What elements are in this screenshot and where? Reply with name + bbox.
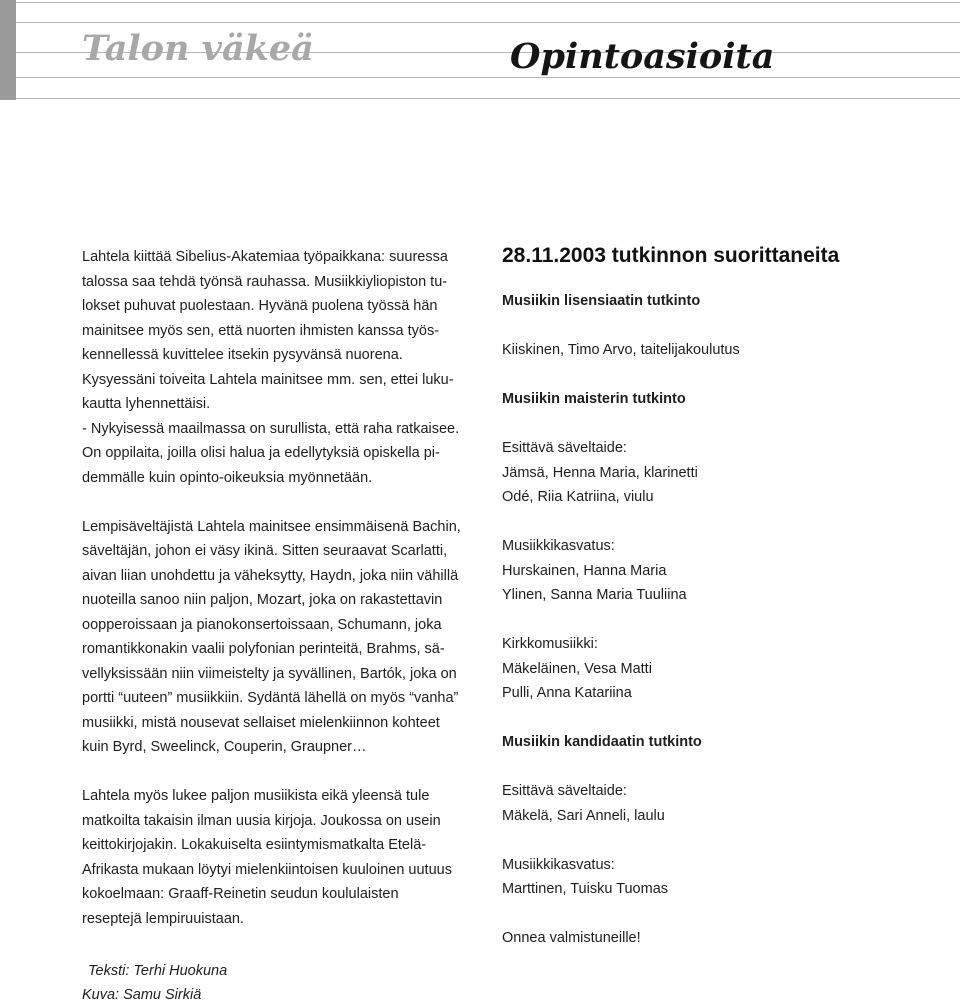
text-line: Lahtela kiittää Sibelius-Akatemiaa työpaikkana: suuressa: [82, 249, 448, 265]
category-label: Esittävä säveltaide:: [502, 783, 627, 799]
graduate-name: Jämsä, Henna Maria, klarinetti: [502, 464, 698, 481]
text-line: Kysyessäni toiveita Lahtela mainitsee mm. sen, ettei luku-: [82, 371, 454, 388]
text-line: talossa saa tehdä työnsä rauhassa. Musiikkiyliopiston tu-: [82, 273, 448, 290]
article-paragraph-2: [82, 515, 486, 760]
graduate-name: Mäkeläinen, Vesa Matti: [502, 660, 652, 677]
text-line: kuin Byrd, Sweelinck, Couperin, Graupner…: [82, 739, 367, 755]
text-line: lokset puhuvat puolestaan. Hyvänä puolena työssä hän: [82, 298, 438, 314]
text-line: musiikki, mistä nousevat sellaiset mielenkiinnon kohteet: [82, 714, 440, 731]
congratulations: Onnea valmistuneille!: [502, 930, 641, 946]
graduate-name: Hurskainen, Hanna Maria: [502, 562, 667, 579]
text-line: On oppilaita, joilla olisi halua ja edellytyksiä opiskella pi-: [82, 445, 440, 461]
header-rule: [16, 98, 960, 99]
graduate-name: Ylinen, Sanna Maria Tuuliina: [502, 587, 687, 603]
text-line: aivan liian unohdettu ja väheksytty, Haydn, joka niin vähillä: [82, 567, 459, 584]
text-line: kautta lyhennettäisi.: [82, 396, 211, 412]
graduate-name: Mäkelä, Sari Anneli, laulu: [502, 807, 665, 824]
graduates-heading: 28.11.2003 tutkinnon suorittaneita: [502, 244, 840, 267]
article-credits: [82, 959, 486, 1007]
article-column: [82, 245, 486, 1007]
text-line: - Nykyisessä maailmassa on surullista, että raha ratkaisee.: [82, 420, 460, 437]
text-line: reseptejä lempiruuistaan.: [82, 910, 245, 927]
text-line: romantikkonakin vaalii polyfonian perinteitä, Brahms, sä-: [82, 641, 445, 657]
graduates-column: [502, 241, 942, 951]
graduate-name: Kiiskinen, Timo Arvo, taitelijakoulutus: [502, 342, 740, 358]
text-line: demmälle kuin opinto-oikeuksia myönnetään.: [82, 469, 373, 486]
header-rule: [16, 22, 960, 23]
category-label: Musiikkikasvatus:: [502, 538, 615, 554]
header-rule: [16, 2, 960, 3]
header-rule: [16, 77, 960, 78]
graduate-name: Pulli, Anna Katariina: [502, 685, 632, 701]
text-line: keittokirjojakin. Lokakuiselta esiintymismatkalta Etelä-: [82, 837, 427, 853]
article-paragraph-3: [82, 784, 486, 931]
text-line: säveltäjän, johon ei väsy ikinä. Sitten seuraavat Scarlatti,: [82, 543, 448, 559]
graduate-name: Marttinen, Tuisku Tuomas: [502, 881, 669, 897]
text-line: oopperoissaan ja pianokonsertoissaan, Schumann, joka: [82, 616, 442, 633]
category-label: Musiikkikasvatus:: [502, 856, 615, 873]
text-line: kokoelmaan: Graaff-Reinetin seudun koululaisten: [82, 886, 399, 902]
degree-title-masters: Musiikin maisterin tutkinto: [502, 391, 686, 407]
text-line: kennellessä kuvittelee itsekin pysyvänsä nuorena.: [82, 347, 403, 363]
category-label: Kirkkomusiikki:: [502, 636, 598, 652]
section-title-talon-vakea: Talon väkeä: [82, 28, 314, 69]
text-line: nuoteilla sanoo niin paljon, Mozart, joka on rakastettavin: [82, 592, 443, 608]
text-line: vellyksissään niin viimeistelty ja syvällinen, Bartók, joka on: [82, 665, 457, 682]
text-line: matkoilta takaisin ilman uusia kirjoja. Joukossa on usein: [82, 812, 441, 829]
degree-title-bachelors: Musiikin kandidaatin tutkinto: [502, 734, 702, 750]
text-line: mainitsee myös sen, että nuorten ihmisten kanssa työs-: [82, 322, 440, 339]
category-label: Esittävä säveltaide:: [502, 440, 627, 456]
text-line: Afrikasta mukaan löytyi mielenkiintoisen kuuloinen uutuus: [82, 861, 452, 878]
text-line: Lahtela myös lukee paljon musiikista eikä yleensä tule: [82, 788, 430, 804]
section-title-opintoasioita: Opintoasioita: [510, 36, 775, 77]
text-line: portti “uuteen” musiikkiin. Sydäntä lähellä on myös “vanha”: [82, 690, 459, 706]
photo-credit: Kuva: Samu Sirkiä: [82, 987, 202, 1003]
graduate-name: Odé, Riia Katriina, viulu: [502, 489, 654, 505]
text-line: Lempisäveltäjistä Lahtela mainitsee ensimmäisenä Bachin,: [82, 518, 461, 535]
header-side-bar: [0, 0, 16, 100]
text-credit: Teksti: Terhi Huokuna: [88, 963, 228, 979]
article-paragraph-1: [82, 245, 486, 490]
degree-title-licentiate: Musiikin lisensiaatin tutkinto: [502, 293, 701, 309]
